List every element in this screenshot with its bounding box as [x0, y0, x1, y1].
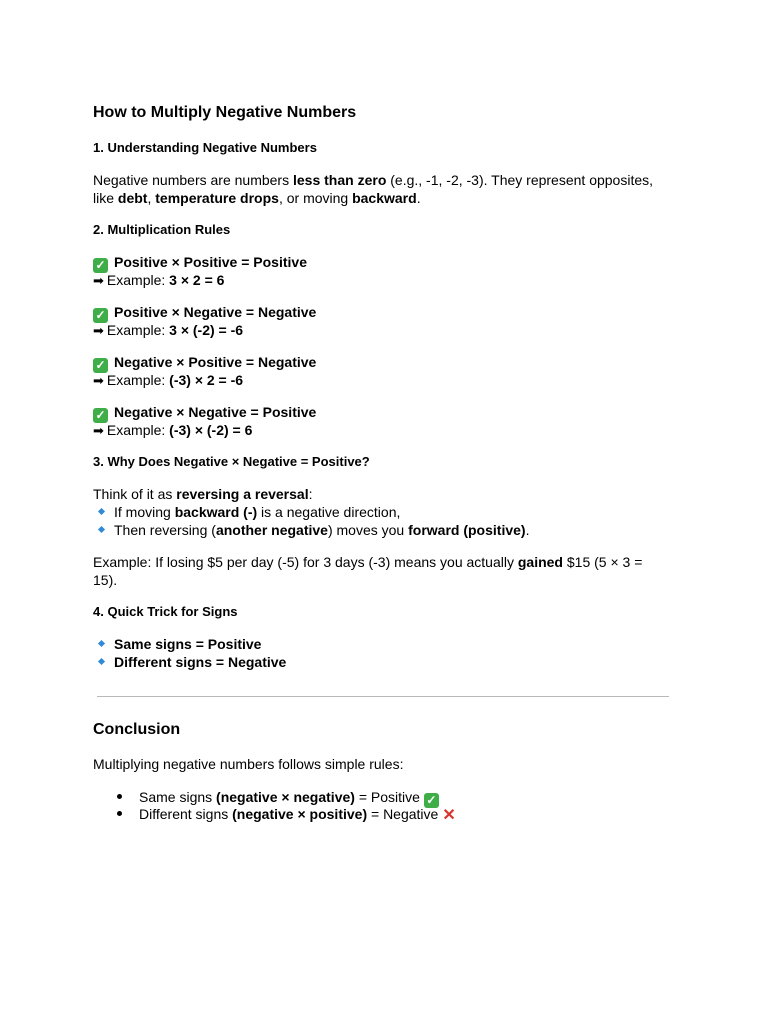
- text: Example: If losing $5 per day (-5) for 3 days (-3) means you actually: [93, 554, 518, 570]
- bold-text: temperature drops: [155, 190, 279, 206]
- text: , or moving: [278, 190, 353, 206]
- bold-text: backward: [352, 190, 417, 206]
- text: .: [416, 190, 421, 206]
- diamond-bullet-icon: [98, 526, 105, 533]
- example-label: Example:: [106, 272, 170, 288]
- text: = Positive: [354, 789, 420, 805]
- bold-text: gained: [517, 554, 563, 570]
- example-value: 3 × (-2) = -6: [169, 322, 244, 338]
- s3-example-line-1: [93, 553, 642, 571]
- check-icon: ✓: [93, 308, 108, 323]
- conclusion-bullet-2: [139, 805, 456, 825]
- text: is a negative direction,: [257, 504, 401, 520]
- check-icon: ✓: [93, 408, 108, 423]
- arrow-right-icon: ➡: [93, 323, 104, 338]
- rule-1-example: [93, 271, 224, 290]
- text: $15 (5 × 3 =: [562, 554, 643, 570]
- page-title: How to Multiply Negative Numbers: [93, 104, 357, 121]
- bold-text: (negative × positive): [232, 806, 368, 822]
- text: ) moves you: [327, 522, 409, 538]
- bold-text: backward (-): [174, 504, 258, 520]
- s3-bullet-2: [114, 521, 529, 539]
- bold-text: another negative: [215, 522, 328, 538]
- bold-text: Same signs = Positive: [114, 636, 262, 652]
- s1-paragraph-line-2: [93, 189, 421, 207]
- conclusion-heading: Conclusion: [93, 721, 181, 738]
- horizontal-divider: [97, 696, 669, 697]
- example-label: Example:: [106, 422, 170, 438]
- text: .: [525, 522, 530, 538]
- bold-text: less than zero: [293, 172, 387, 188]
- text: :: [308, 486, 313, 502]
- example-value: 3 × 2 = 6: [169, 272, 225, 288]
- diamond-bullet-icon: [98, 640, 105, 647]
- text: = Negative: [367, 806, 439, 822]
- example-value: (-3) × (-2) = 6: [169, 422, 253, 438]
- rule-3: [93, 353, 316, 373]
- text: (e.g., -1, -2, -3). They represent opposites,: [386, 172, 654, 188]
- check-icon: ✓: [93, 258, 108, 273]
- bullet-dot-icon: [117, 794, 122, 799]
- section-4-heading: 4. Quick Trick for Signs: [93, 604, 238, 619]
- rule-3-example: [93, 371, 243, 390]
- section-2-heading: 2. Multiplication Rules: [93, 222, 231, 237]
- s4-bullet-1: [114, 635, 261, 653]
- example-label: Example:: [106, 322, 170, 338]
- rule-4: [93, 403, 316, 423]
- s3-intro: [93, 485, 312, 503]
- rule-text: Positive × Negative = Negative: [114, 304, 317, 320]
- rule-text: Positive × Positive = Positive: [114, 254, 307, 270]
- s4-bullet-2: [114, 653, 286, 671]
- bold-text: Different signs = Negative: [114, 654, 287, 670]
- text: ,: [147, 190, 156, 206]
- example-value: (-3) × 2 = -6: [169, 372, 244, 388]
- conclusion-intro: Multiplying negative numbers follows simple rules:: [93, 756, 404, 772]
- bold-text: forward (positive): [408, 522, 526, 538]
- rule-2: [93, 303, 316, 323]
- text: Different signs: [139, 806, 233, 822]
- text: Same signs: [139, 789, 217, 805]
- arrow-right-icon: ➡: [93, 423, 104, 438]
- check-icon: ✓: [424, 793, 439, 808]
- rule-2-example: [93, 321, 243, 340]
- bold-text: debt: [117, 190, 148, 206]
- arrow-right-icon: ➡: [93, 373, 104, 388]
- diamond-bullet-icon: [98, 508, 105, 515]
- bullet-dot-icon: [117, 811, 122, 816]
- rule-1: [93, 253, 307, 273]
- text: Then reversing (: [114, 522, 216, 538]
- diamond-bullet-icon: [98, 658, 105, 665]
- s3-bullet-1: [114, 503, 400, 521]
- bold-text: (negative × negative): [216, 789, 355, 805]
- arrow-right-icon: ➡: [93, 273, 104, 288]
- s1-paragraph-line-1: [93, 171, 653, 189]
- text: If moving: [114, 504, 175, 520]
- text: Think of it as: [93, 486, 177, 502]
- text: Negative numbers are numbers: [93, 172, 293, 188]
- cross-icon: ✕: [442, 807, 456, 824]
- example-label: Example:: [106, 372, 170, 388]
- section-3-heading: 3. Why Does Negative × Negative = Positive?: [93, 454, 370, 469]
- rule-4-example: [93, 421, 252, 440]
- text: like: [93, 190, 118, 206]
- bold-text: reversing a reversal: [176, 486, 309, 502]
- rule-text: Negative × Negative = Positive: [114, 404, 317, 420]
- check-icon: ✓: [93, 358, 108, 373]
- rule-text: Negative × Positive = Negative: [114, 354, 317, 370]
- section-1-heading: 1. Understanding Negative Numbers: [93, 140, 317, 155]
- s3-example-line-2: 15).: [93, 572, 118, 588]
